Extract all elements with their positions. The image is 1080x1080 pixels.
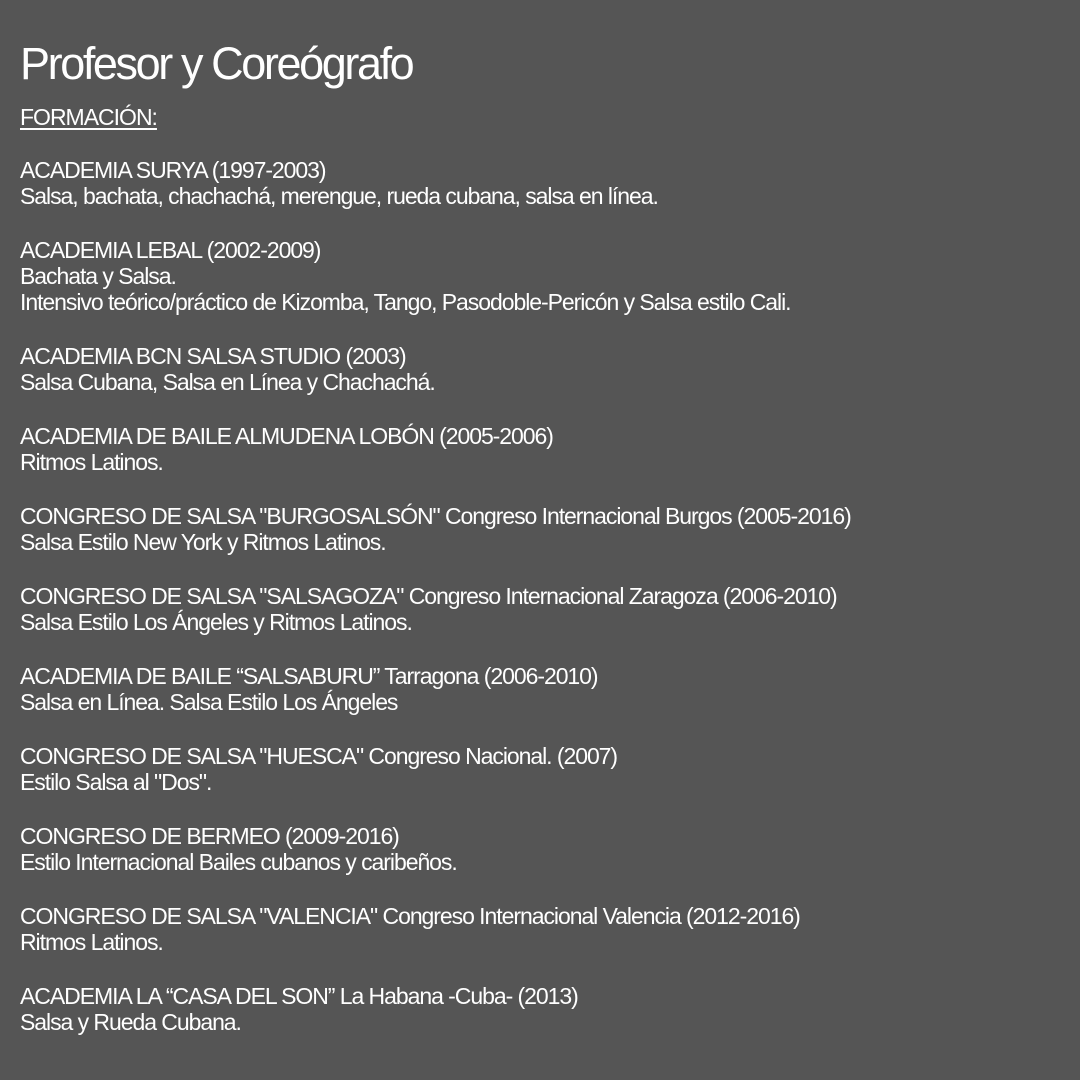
entry-description: Intensivo teórico/práctico de Kizomba, Tango, Pasodoble-Pericón y Salsa estilo Cali.: [20, 289, 791, 315]
entry-description: Estilo Salsa al "Dos".: [20, 769, 212, 795]
entry-description: Salsa, bachata, chachachá, merengue, rueda cubana, salsa en línea.: [20, 183, 658, 209]
entry-description: Salsa y Rueda Cubana.: [20, 1009, 241, 1035]
page-title: Profesor y Coreógrafo: [20, 38, 413, 89]
entry-institution: CONGRESO DE SALSA "VALENCIA" Congreso Internacional Valencia (2012-2016): [20, 903, 800, 929]
training-entry: [20, 983, 1060, 1035]
entry-institution: CONGRESO DE SALSA "BURGOSALSÓN" Congreso Internacional Burgos (2005-2016): [20, 503, 851, 529]
entry-institution: CONGRESO DE SALSA "HUESCA" Congreso Nacional. (2007): [20, 743, 618, 769]
entry-description: Estilo Internacional Bailes cubanos y caribeños.: [20, 849, 457, 875]
entry-description: Ritmos Latinos.: [20, 449, 163, 475]
entry-institution: ACADEMIA DE BAILE “SALSABURU” Tarragona (2006-2010): [20, 663, 598, 689]
entry-description: Bachata y Salsa.: [20, 263, 176, 289]
training-entry: [20, 583, 1060, 635]
training-entry: [20, 343, 1060, 395]
training-entry: [20, 503, 1060, 555]
entry-description: Salsa en Línea. Salsa Estilo Los Ángeles: [20, 689, 398, 715]
entry-institution: ACADEMIA DE BAILE ALMUDENA LOBÓN (2005-2006): [20, 423, 553, 449]
entry-institution: ACADEMIA LEBAL (2002-2009): [20, 237, 321, 263]
entry-institution: CONGRESO DE SALSA "SALSAGOZA" Congreso Internacional Zaragoza (2006-2010): [20, 583, 837, 609]
entry-description: Salsa Estilo Los Ángeles y Ritmos Latinos.: [20, 609, 412, 635]
section-heading-formacion: FORMACIÓN:: [20, 104, 157, 130]
training-entry: [20, 823, 1060, 875]
entry-description: Ritmos Latinos.: [20, 929, 163, 955]
training-list: [20, 157, 1060, 1035]
training-entry: [20, 903, 1060, 955]
training-entry: [20, 663, 1060, 715]
entry-description: Salsa Cubana, Salsa en Línea y Chachachá.: [20, 369, 435, 395]
entry-institution: ACADEMIA SURYA (1997-2003): [20, 157, 326, 183]
training-entry: [20, 157, 1060, 209]
entry-description: Salsa Estilo New York y Ritmos Latinos.: [20, 529, 386, 555]
training-entry: [20, 423, 1060, 475]
entry-institution: ACADEMIA LA “CASA DEL SON” La Habana -Cuba- (2013): [20, 983, 578, 1009]
training-entry: [20, 237, 1060, 315]
entry-institution: CONGRESO DE BERMEO (2009-2016): [20, 823, 399, 849]
training-entry: [20, 743, 1060, 795]
entry-institution: ACADEMIA BCN SALSA STUDIO (2003): [20, 343, 406, 369]
